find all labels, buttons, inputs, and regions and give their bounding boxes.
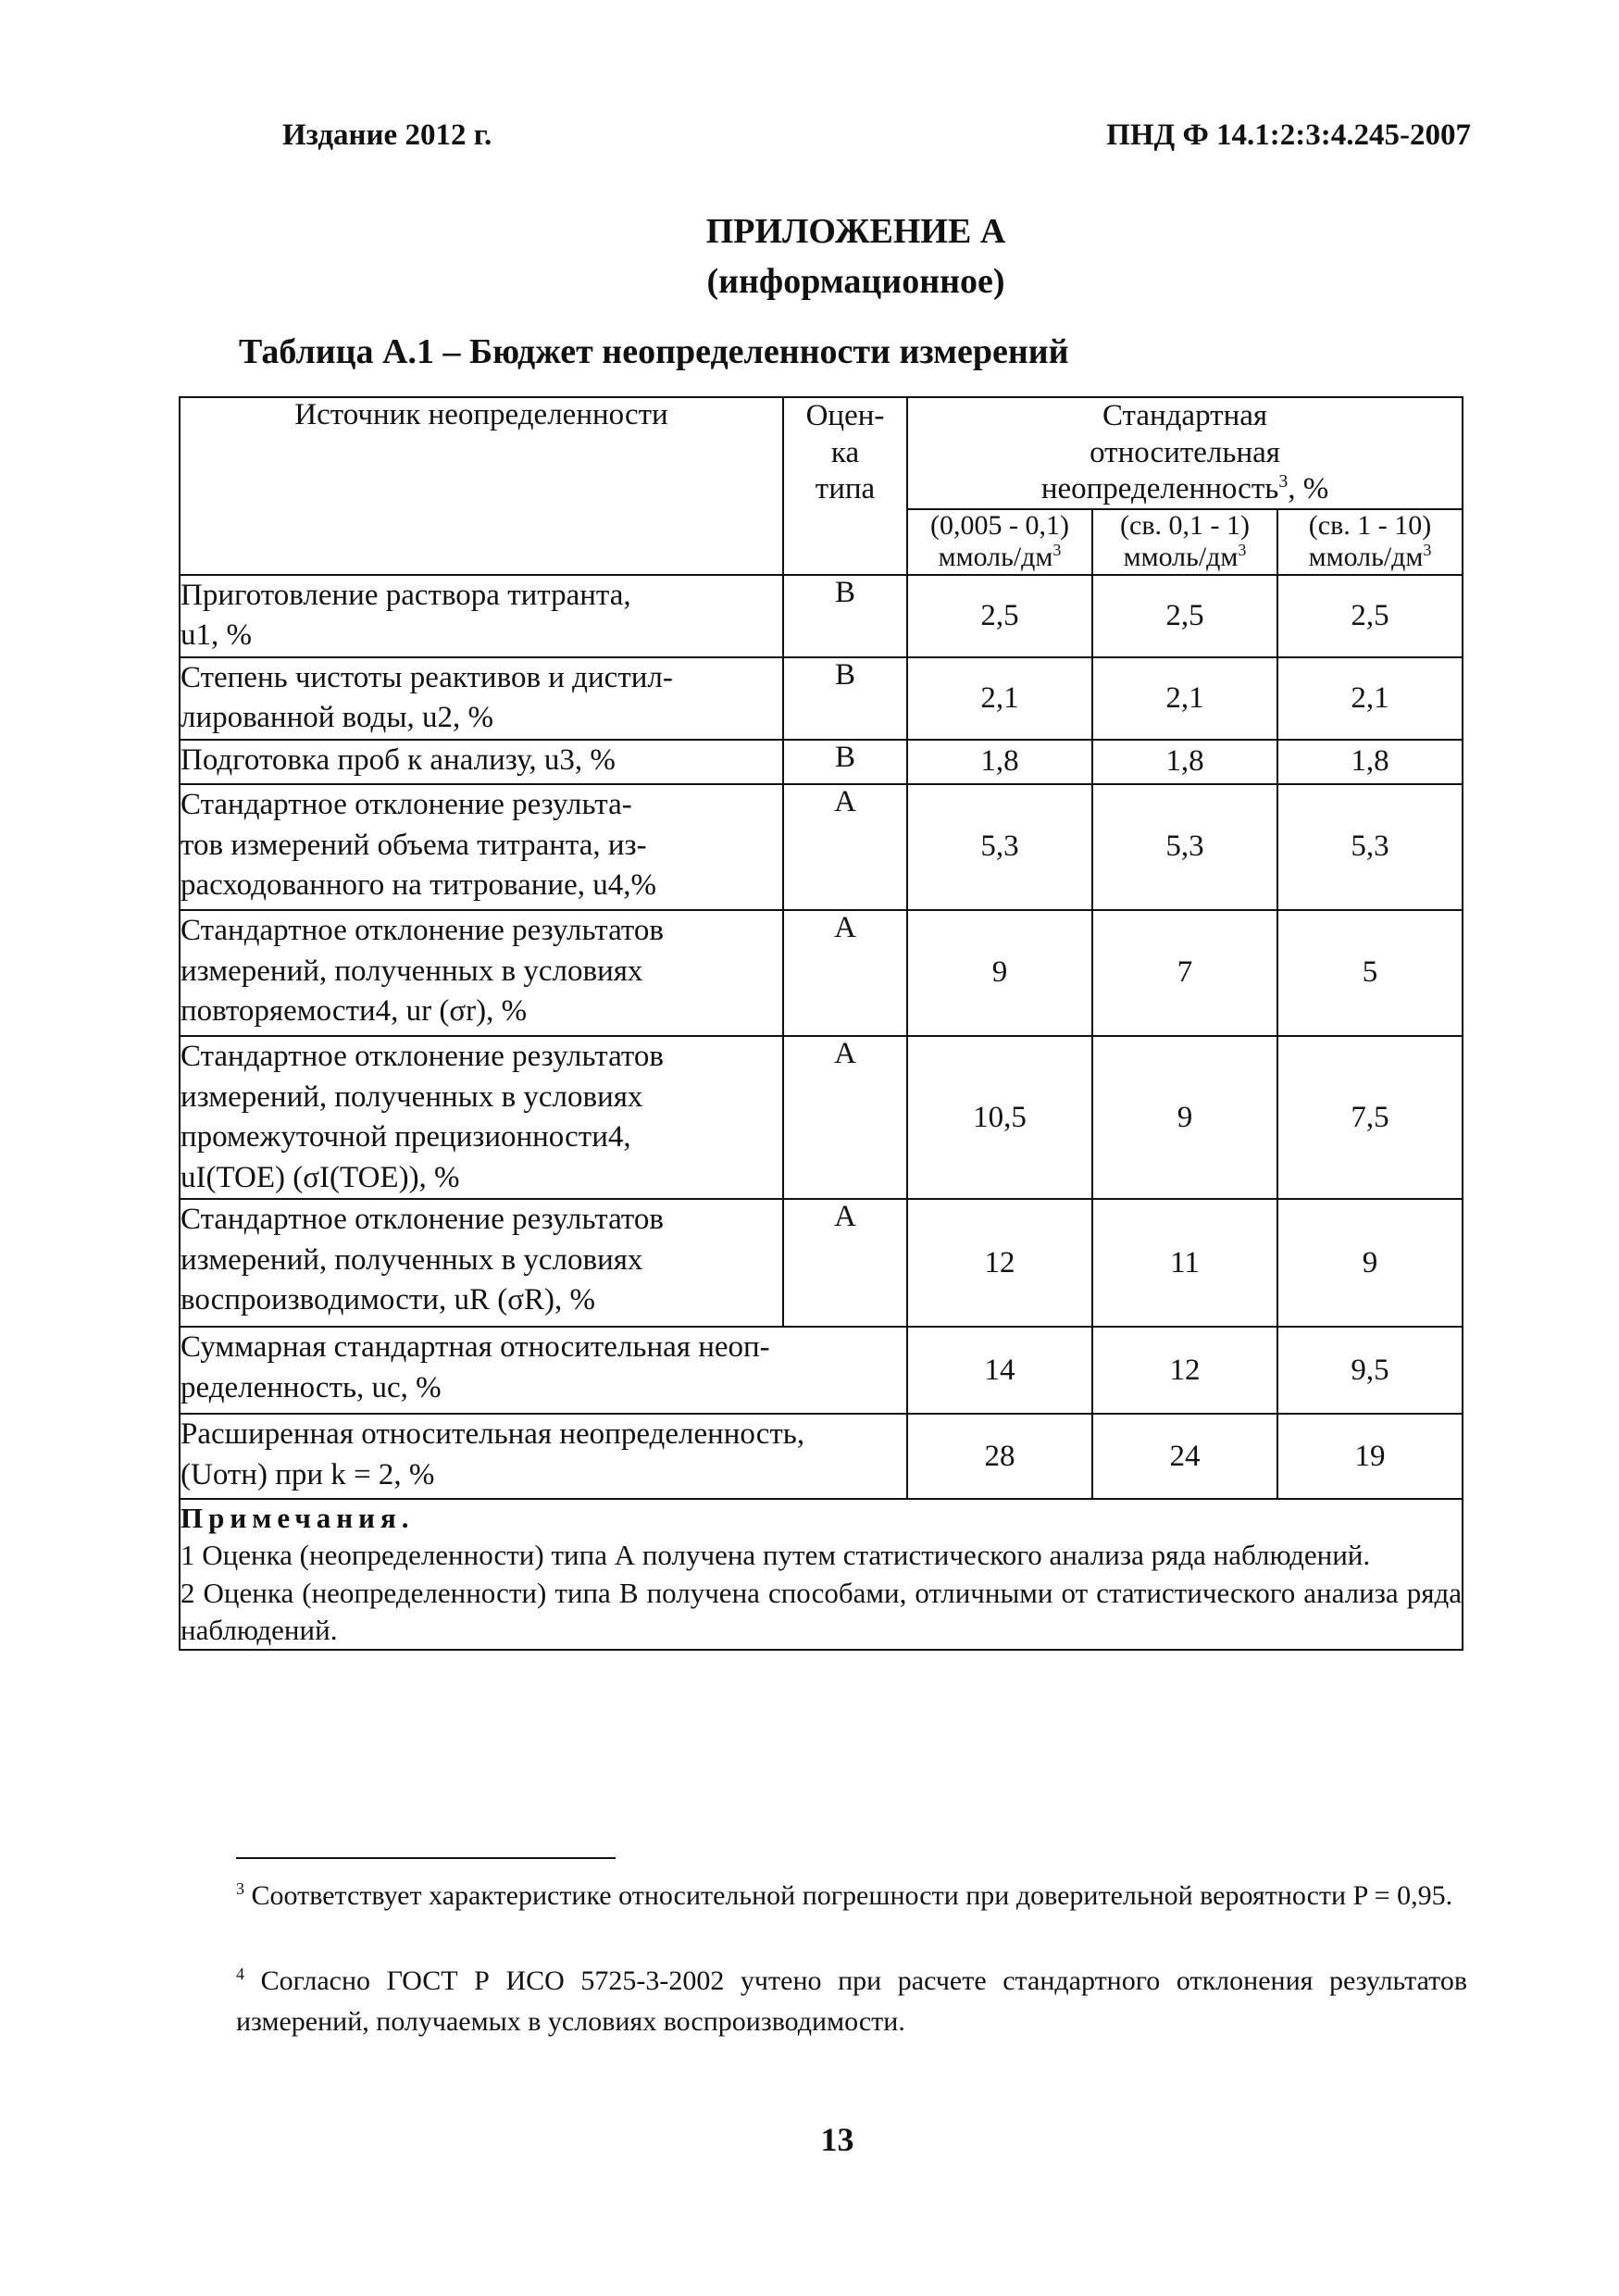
note-item: 2 Оценка (неопределенности) типа В получена способами, отличными от статистического анализа ряда наблюдений. [181,1576,1463,1647]
header-standard-uncertainty: Стандартная относительная неопределенность$^3$, % [907,397,1463,509]
table-row [180,1327,1463,1414]
table-row [180,1199,1463,1327]
table-row [180,784,1463,910]
document-code: ПНД Ф 14.1:2:3:4.245-2007 [1106,119,1471,152]
row-value-3: 9,5 [1277,1327,1463,1414]
row-value-1: 1,8 [907,740,1092,784]
row-source: Приготовление раствора титранта, u1, % [180,575,783,657]
row-value-3: 19 [1277,1414,1463,1499]
row-value-1: 9 [907,910,1092,1036]
table-caption: Таблица А.1 – Бюджет неопределенности измерений [239,332,1069,371]
row-source: Суммарная стандартная относительная неоп- ределенность, uc, % [180,1327,907,1414]
row-type: В [783,657,907,740]
row-value-2: 9 [1092,1036,1277,1199]
row-source: Стандартное отклонение результатов измерений, полученных в условиях промежуточной прецизионности4, uI(TOE) (σI(TOE)), % [180,1036,783,1199]
row-value-1: 5,3 [907,784,1092,910]
row-source: Стандартное отклонение результатов измерений, полученных в условиях повторяемости4, ur (σr), % [180,910,783,1036]
row-value-3: 1,8 [1277,740,1463,784]
header-source: Источник неопределенности [180,397,783,575]
table-row [180,657,1463,740]
appendix-subtitle: (информационное) [706,262,1005,301]
table-row [180,1414,1463,1499]
row-value-3: 9 [1277,1199,1463,1327]
page-number: 13 [820,2121,854,2158]
table-notes [180,1499,1463,1650]
table-row [180,1036,1463,1199]
note-item: 1 Оценка (неопределенности) типа А получена путем статистического анализа ряда наблюдений. [181,1539,1371,1572]
row-value-1: 2,1 [907,657,1092,740]
row-value-2: 12 [1092,1327,1277,1414]
row-source: Расширенная относительная неопределенность, (Uотн) при k = 2, % [180,1414,907,1499]
row-value-2: 2,1 [1092,657,1277,740]
uncertainty-budget-table [179,396,1463,1651]
row-value-3: 2,5 [1277,575,1463,657]
table-row [180,910,1463,1036]
row-source: Степень чистоты реактивов и дистил- лированной воды, u2, % [180,657,783,740]
row-source: Стандартное отклонение результатов измерений, полученных в условиях воспроизводимости, uR (σR), % [180,1199,783,1327]
row-value-1: 2,5 [907,575,1092,657]
row-value-2: 1,8 [1092,740,1277,784]
row-type: В [783,575,907,657]
notes-row [180,1499,1463,1650]
row-source: Подготовка проб к анализу, u3, % [180,740,783,784]
row-type: А [783,784,907,910]
footnote-separator [236,1857,616,1859]
row-type: В [783,740,907,784]
footnote-3: $^3$ Соответствует характеристике относительной погрешности при доверительной вероятности P = 0,95. [236,1879,1453,1911]
row-type: А [783,1036,907,1199]
header-range-1: (0,005 - 0,1) ммоль/$дм^3$ [907,509,1092,575]
edition-label: Издание 2012 г. [282,119,492,152]
row-value-1: 10,5 [907,1036,1092,1199]
row-value-1: 12 [907,1199,1092,1327]
row-type: А [783,1199,907,1327]
header-type: Оцен- ка типа [783,397,907,575]
row-value-3: 5 [1277,910,1463,1036]
row-value-2: 5,3 [1092,784,1277,910]
row-value-1: 28 [907,1414,1092,1499]
row-value-2: 24 [1092,1414,1277,1499]
header-range-2: (св. 0,1 - 1) ммоль/$дм^3$ [1092,509,1277,575]
footnote-4: $^4$ Согласно ГОСТ Р ИСО 5725-3-2002 учтено при расчете стандартного отклонения результатов измерений, получаемых в условиях воспроизводимости. [236,1965,1467,2037]
table-row [180,740,1463,784]
row-value-3: 5,3 [1277,784,1463,910]
row-value-2: 2,5 [1092,575,1277,657]
row-value-2: 11 [1092,1199,1277,1327]
row-value-3: 7,5 [1277,1036,1463,1199]
row-type: А [783,910,907,1036]
row-source: Стандартное отклонение результа- тов измерений объема титранта, из- расходованного на титрование, u4,% [180,784,783,910]
row-value-3: 2,1 [1277,657,1463,740]
notes-title: Примечания. [181,1502,415,1535]
row-value-1: 14 [907,1327,1092,1414]
row-value-2: 7 [1092,910,1277,1036]
table-row [180,575,1463,657]
appendix-title: ПРИЛОЖЕНИЕ А [705,212,1006,251]
header-range-3: (св. 1 - 10) ммоль/$дм^3$ [1277,509,1463,575]
